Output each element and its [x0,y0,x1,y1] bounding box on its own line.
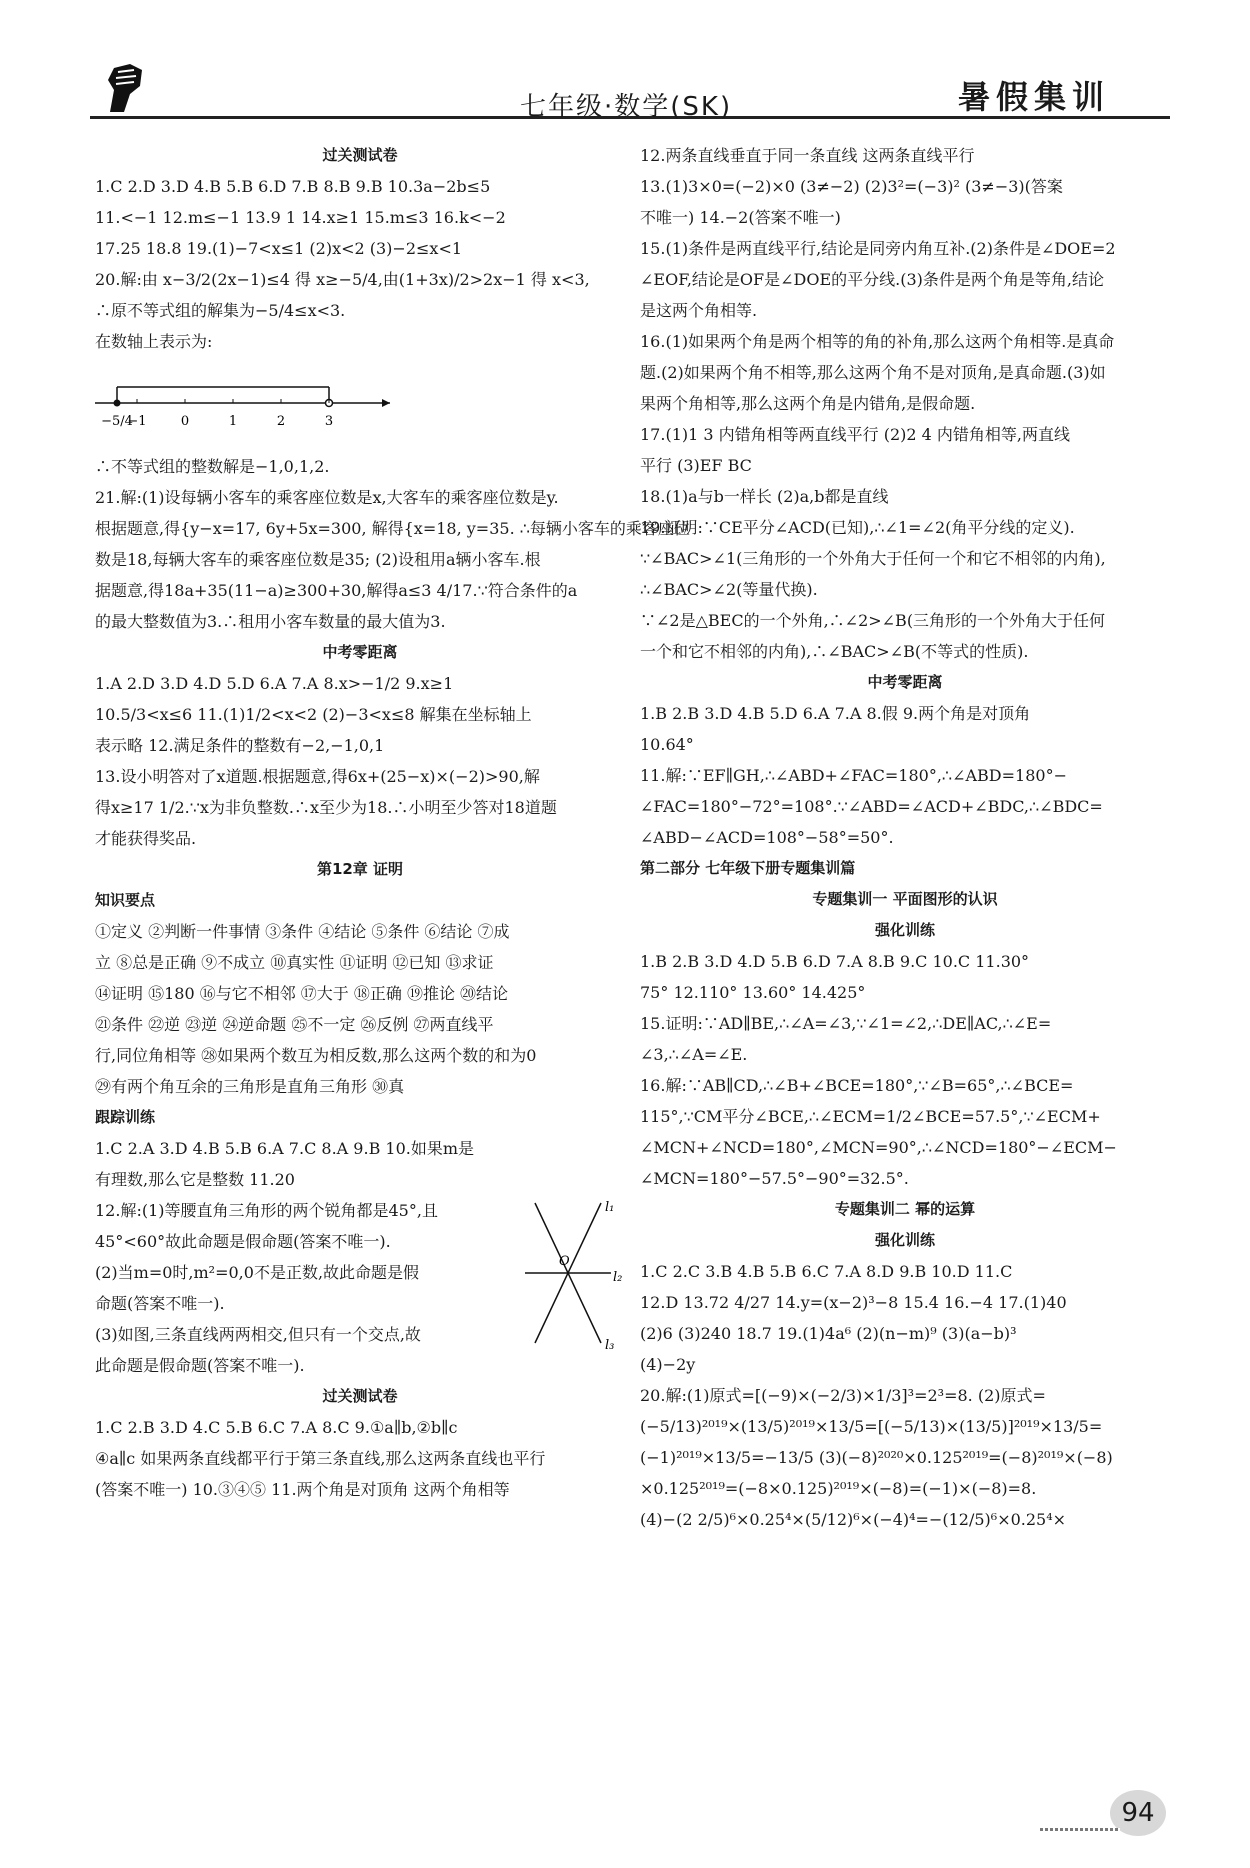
left-text-line: 12.解:(1)等腰直角三角形的两个锐角都是45°,且 [95,1201,438,1220]
right-text-line: 16.解:∵AB∥CD,∴∠B+∠BCE=180°,∵∠B=65°,∴∠BCE= [640,1076,1074,1095]
right-text-line: 1.B 2.B 3.D 4.B 5.D 6.A 7.A 8.假 9.两个角是对顶角 [640,704,1031,723]
right-text-line: 13.(1)3×0=(−2)×0 (3≠−2) (2)3²=(−3)² (3≠−3)(答案 [640,177,1063,196]
right-text-line: ∵∠2是△BEC的一个外角,∴∠2>∠B(三角形的一个外角大于任何 [640,611,1106,630]
left-text-line: (2)当m=0时,m²=0,0不是正数,故此命题是假 [95,1263,420,1282]
right-text-line: ×0.125²⁰¹⁹=(−8×0.125)²⁰¹⁹×(−8)=(−1)×(−8)=8. [640,1479,1037,1498]
right-text-line: 1.C 2.C 3.B 4.B 5.B 6.C 7.A 8.D 9.B 10.D 11.C [640,1262,1013,1281]
number-line-arrow [382,399,390,407]
left-text-line: 才能获得奖品. [95,829,197,848]
left-text-line: 数是18,每辆大客车的乘客座位数是35; (2)设租用a辆小客车.根 [95,550,541,569]
right-text-line: (−1)²⁰¹⁹×13/5=−13/5 (3)(−8)²⁰²⁰×0.125²⁰¹⁹=(−8)²⁰¹⁹×(−8) [640,1448,1113,1467]
figure-label-l2: l₂ [613,1270,623,1285]
number-line-label: −1 [127,414,147,429]
section-heading: 过关测试卷 [322,1387,398,1405]
number-line-figure [95,363,395,445]
right-text-line: 平行 (3)EF BC [640,456,752,475]
left-text-line: 此命题是假命题(答案不唯一). [95,1356,305,1375]
left-text-line: 立 ⑧总是正确 ⑨不成立 ⑩真实性 ⑪证明 ⑫已知 ⑬求证 [95,953,494,972]
left-text-line: 11.<−1 12.m≤−1 13.9 1 14.x≥1 15.m≤3 16.k<−2 [95,208,506,227]
right-text-line: 17.(1)1 3 内错角相等两直线平行 (2)2 4 内错角相等,两直线 [640,425,1071,444]
right-text-line: ∵∠BAC>∠1(三角形的一个外角大于任何一个和它不相邻的内角), [640,549,1106,568]
left-text-line: 在数轴上表示为: [95,332,213,351]
page-number-decoration [1040,1828,1120,1831]
section-heading: 中考零距离 [322,643,398,661]
right-text-line: 1.B 2.B 3.D 4.D 5.B 6.D 7.A 8.B 9.C 10.C 11.30° [640,952,1030,971]
section-heading: 强化训练 [874,921,935,939]
left-text-line: 1.C 2.B 3.D 4.C 5.B 6.C 7.A 8.C 9.①a∥b,②b∥c [95,1418,458,1437]
left-text-line: 表示略 12.满足条件的整数有−2,−1,0,1 [95,736,385,755]
section-heading: 知识要点 [95,891,156,909]
section-heading: 跟踪训练 [95,1108,156,1126]
left-text-line: ㉑条件 ㉒逆 ㉓逆 ㉔逆命题 ㉕不一定 ㉖反例 ㉗两直线平 [95,1015,494,1034]
figure-label-l3: l₃ [605,1338,615,1353]
right-column [640,140,1170,1535]
right-text-line: 不唯一) 14.−2(答案不唯一) [640,208,841,227]
left-text-line: 命题(答案不唯一). [95,1294,225,1313]
right-text-line: (2)6 (3)240 18.7 19.(1)4a⁶ (2)(n−m)⁹ (3)(a−b)³ [640,1324,1017,1343]
right-text-line: 19.证明:∵CE平分∠ACD(已知),∴∠1=∠2(角平分线的定义). [640,518,1075,537]
left-text-line: 有理数,那么它是整数 11.20 [95,1170,295,1189]
left-text-line: 据题意,得18a+35(11−a)≥300+30,解得a≤3 4/17.∵符合条件的a [95,581,578,600]
left-text-line: ㉙有两个角互余的三角形是直角三角形 ㉚真 [95,1077,405,1096]
left-text-line: 行,同位角相等 ㉘如果两个数互为相反数,那么这两个数的和为0 [95,1046,537,1065]
brand-title: 暑假集训 [957,78,1110,116]
left-text-line: ∴原不等式组的解集为−5/4≤x<3. [95,301,346,320]
fist-logo-icon [100,60,150,116]
section-heading: 强化训练 [874,1231,935,1249]
right-text-line: 10.64° [640,735,694,754]
right-text-line: 是这两个角相等. [640,301,758,320]
header-title: 七年级·数学(SK) [520,92,733,122]
right-text-line: ∴∠BAC>∠2(等量代换). [640,580,818,599]
section-heading: 第12章 证明 [316,860,404,878]
left-text-line: 21.解:(1)设每辆小客车的乘客座位数是x,大客车的乘客座位数是y. [95,488,559,507]
left-text-line: 13.设小明答对了x道题.根据题意,得6x+(25−x)×(−2)>90,解 [95,767,540,786]
right-text-line: 题.(2)如果两个角不相等,那么这两个角不是对顶角,是真命题.(3)如 [640,363,1106,382]
left-text-line: ⑭证明 ⑮180 ⑯与它不相邻 ⑰大于 ⑱正确 ⑲推论 ⑳结论 [95,984,509,1003]
page-header [90,58,1170,128]
right-text-line: ∠MCN=180°−57.5°−90°=32.5°. [640,1169,909,1188]
page-number: 94 [1110,1790,1166,1836]
right-text-line: 15.证明:∵AD∥BE,∴∠A=∠3,∵∠1=∠2,∴DE∥AC,∴∠E= [640,1014,1052,1033]
section-heading: 第二部分 七年级下册专题集训篇 [640,859,856,877]
right-text-line: 一个和它不相邻的内角),∴∠BAC>∠B(不等式的性质). [640,642,1029,661]
number-line-label: 0 [180,414,190,429]
figure-label-l1: l₁ [605,1200,615,1215]
left-text-line: 17.25 18.8 19.(1)−7<x≤1 (2)x<2 (3)−2≤x<1 [95,239,463,258]
left-text-line: ④a∥c 如果两条直线都平行于第三条直线,那么这两条直线也平行 [95,1449,546,1468]
right-text-line: 11.解:∵EF∥GH,∴∠ABD+∠FAC=180°,∴∠ABD=180°− [640,766,1067,785]
closed-endpoint [114,400,121,407]
number-line-label: 1 [228,414,238,429]
right-text-line: 15.(1)条件是两直线平行,结论是同旁内角互补.(2)条件是∠DOE=2 [640,239,1116,258]
right-text-line: ∠EOF,结论是OF是∠DOE的平分线.(3)条件是两个角是等角,结论 [640,270,1104,289]
number-line-label: 3 [324,414,334,429]
section-heading: 专题集训一 平面图形的认识 [812,890,998,908]
three-lines-figure [515,1193,625,1353]
left-text-line: 10.5/3<x≤6 11.(1)1/2<x<2 (2)−3<x≤8 解集在坐标轴上 [95,705,532,724]
left-text-line: 的最大整数值为3.∴租用小客车数量的最大值为3. [95,612,446,631]
right-text-line: (−5/13)²⁰¹⁹×(13/5)²⁰¹⁹×13/5=[(−5/13)×(13/5)]²⁰¹⁹×13/5= [640,1417,1103,1436]
section-heading: 过关测试卷 [322,146,398,164]
right-text-line: ∠ABD−∠ACD=108°−58°=50°. [640,828,894,847]
right-text-line: 12.D 13.72 4/27 14.y=(x−2)³−8 15.4 16.−4 17.(1)40 [640,1293,1067,1312]
right-text-line: (4)−2y [640,1355,696,1374]
right-text-line: 75° 12.110° 13.60° 14.425° [640,983,866,1002]
number-line-label: −5/4 [101,414,133,429]
left-text-line: 1.C 2.D 3.D 4.B 5.B 6.D 7.B 8.B 9.B 10.3a−2b≤5 [95,177,491,196]
left-text-line: 根据题意,得{y−x=17, 6y+5x=300, 解得{x=18, y=35. ∴每辆小客车的乘客座位 [95,519,690,538]
left-text-line: (3)如图,三条直线两两相交,但只有一个交点,故 [95,1325,421,1344]
right-text-line: 12.两条直线垂直于同一条直线 这两条直线平行 [640,146,975,165]
right-text-line: ∠MCN+∠NCD=180°,∠MCN=90°,∴∠NCD=180°−∠ECM− [640,1138,1117,1157]
left-text-line: 20.解:由 x−3/2(2x−1)≤4 得 x≥−5/4,由(1+3x)/2>2x−1 得 x<3, [95,270,590,289]
figure-label-o: O [559,1254,570,1269]
right-text-line: ∠3,∴∠A=∠E. [640,1045,748,1064]
number-line-label: 2 [276,414,286,429]
right-text-line: 16.(1)如果两个角是两个相等的角的补角,那么这两个角相等.是真命 [640,332,1115,351]
right-text-line: ∠FAC=180°−72°=108°.∵∠ABD=∠ACD+∠BDC,∴∠BDC= [640,797,1103,816]
section-heading: 专题集训二 幂的运算 [834,1200,976,1218]
right-text-line: (4)−(2 2/5)⁶×0.25⁴×(5/12)⁶×(−4)⁴=−(12/5)⁶×0.25⁴× [640,1510,1067,1529]
left-text-line: 得x≥17 1/2.∵x为非负整数.∴x至少为18.∴小明至少答对18道题 [95,798,557,817]
right-text-line: 18.(1)a与b一样长 (2)a,b都是直线 [640,487,889,506]
section-heading: 中考零距离 [867,673,943,691]
right-text-line: 115°,∵CM平分∠BCE,∴∠ECM=1/2∠BCE=57.5°,∵∠ECM+ [640,1107,1101,1126]
left-text-line: ∴不等式组的整数解是−1,0,1,2. [95,457,330,476]
right-text-line: 20.解:(1)原式=[(−9)×(−2/3)×1/3]³=2³=8. (2)原式= [640,1386,1046,1405]
left-text-line: 1.C 2.A 3.D 4.B 5.B 6.A 7.C 8.A 9.B 10.如果m是 [95,1139,475,1158]
left-text-line: 1.A 2.D 3.D 4.D 5.D 6.A 7.A 8.x>−1/2 9.x≥1 [95,674,454,693]
right-text-line: 果两个角相等,那么这两个角是内错角,是假命题. [640,394,976,413]
left-text-line: (答案不唯一) 10.③④⑤ 11.两个角是对顶角 这两个角相等 [95,1480,510,1499]
left-text-line: 45°<60°故此命题是假命题(答案不唯一). [95,1232,391,1251]
left-text-line: ①定义 ②判断一件事情 ③条件 ④结论 ⑤条件 ⑥结论 ⑦成 [95,922,510,941]
